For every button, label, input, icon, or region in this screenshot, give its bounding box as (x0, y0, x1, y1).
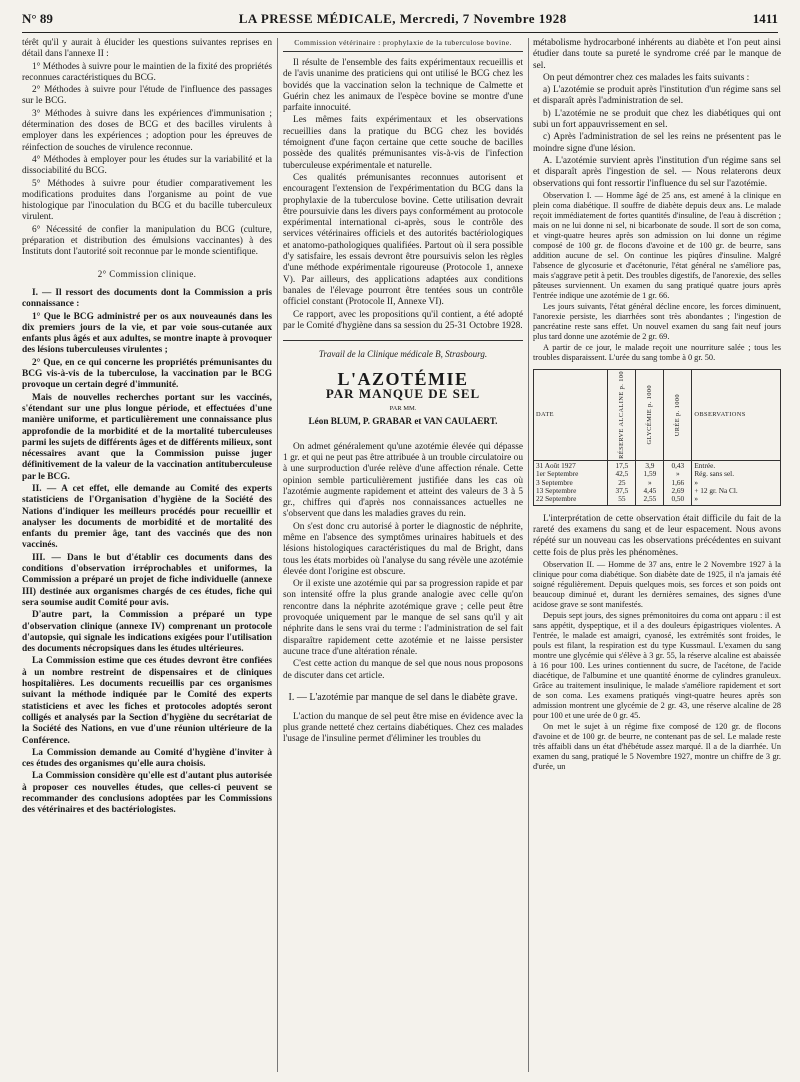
paragraph: Les jours suivants, l'état général décline encore, les forces diminuent, l'anorexie persiste, les diarrhées sont très abondantes ; l'ingestion de pancréatine reste sans effet. Un nouvel examen du sang fait neuf jours plus tard donne une azotémie de 2 gr. 69. (533, 301, 781, 341)
list-item: 3° Méthodes à suivre dans les expériences d'immunisation ; détermination des doses de BCG et des bacilles virulents à employer dans les expériences ; adoption pour les épreuves de réinfection de souches de virulence reconnue. (22, 108, 272, 153)
paragraph: L'interprétation de cette observation était difficile du fait de la rareté des examens du sang et de leur espacement. Nous avons répété sur un nouveau cas les observations précédentes en suivant cette fois de plus près les phénomènes. (533, 513, 781, 558)
date-cell: 31 Août 1927 1er Septembre 3 Septembre 13 Septembre 22 Septembre (534, 460, 608, 505)
paragraph: térêt qu'il y aurait à élucider les questions suivantes reprises en détail dans l'annexe II : (22, 38, 272, 60)
paragraph: métabolisme hydrocarboné inhérents au diabète et l'on peut ainsi étudier dans toute sa pureté le syndrome créé par le manque de sel. (533, 38, 781, 71)
paragraph: A. L'azotémie survient après l'institution d'un régime sans sel et disparaît après l'ingestion de sel. — Nous relaterons deux observations qui font ressortir l'influence du sel sur l'azotémie. (533, 155, 781, 189)
article-subtitle: PAR MANQUE DE SEL (325, 385, 481, 401)
paragraph: I. — Il ressort des documents dont la Commission a pris connaissance : (22, 287, 272, 310)
subsection-heading: I. — L'azotémie par manque de sel dans le diabète grave. (288, 691, 518, 703)
column-header: DATE (534, 369, 608, 460)
glycemie-cell: 3,9 1,59 » 4,45 2,55 (636, 460, 664, 505)
observation-table (533, 369, 781, 506)
paragraph: La Commission demande au Comité d'hygiène d'inviter à ces études des organismes qu'elle aura choisis. (22, 747, 272, 770)
column-rule (277, 38, 278, 1072)
observation-block (533, 560, 781, 772)
observations-cell: Entrée. Rég. sans sel. » + 12 gr. Na Cl. » (692, 460, 781, 505)
list-item: 1° Méthodes à suivre pour le maintien de la fixité des propriétés reconnues caractéristiques du BCG. (22, 61, 272, 83)
paragraph: On met le sujet à un régime fixe composé de 120 gr. de flocons d'avoine et de 100 gr. de beurre, ne contenant pas de sel. Le malade reste très affaibli dans un état d'hébétude assez marqué. Il a de la diarrhée. Un examen du sang, pratiqué le 5 Novembre 1927, montre un chiffre de 3 gr. d'urée, un (533, 721, 781, 771)
column-header: RÉSERVE ALCALINE p. 100 (608, 369, 636, 460)
page-number: 1411 (752, 11, 778, 26)
paragraph: b) L'azotémie ne se produit que chez les diabétiques qui ont subi un fort appauvrissement en sel. (533, 108, 781, 131)
paragraph: Mais de nouvelles recherches portant sur les vaccinés, s'étendant sur une plus longue période, et effectuées d'une manière uniforme, et particulièrement une connaissance plus approfondie de la morbidité et de la mortalité tuberculeuses parmi les sujets de différents âges et de différents milieux, sont nécessaires avant que la Commission puisse juger définitivement de la valeur de la vaccination antituberculeuse par le BCG. (22, 392, 272, 482)
journal-title: LA PRESSE MÉDICALE, Mercredi, 7 Novembre 1928 (238, 11, 567, 26)
column-rule (528, 38, 529, 1072)
column-header: GLYCÉMIE p. 1000 (636, 369, 664, 460)
paragraph: A partir de ce jour, le malade reçoit une nourriture salée ; tous les troubles disparaissent. L'urée du sang tombe à 0 gr. 50. (533, 342, 781, 362)
paragraph: D'autre part, la Commission a préparé un type d'observation clinique (annexe IV) comprenant un protocole d'autopsie, qui signale les indications exigées pour l'utilisation des documents nécropsiques dans les études ultérieures. (22, 610, 272, 655)
table-header-row (534, 369, 781, 460)
article-title: L'AZOTÉMIE (337, 369, 469, 390)
paragraph: Il résulte de l'ensemble des faits expérimentaux recueillis et de l'avis unanime des praticiens qui ont utilisé le BCG chez les bovidés que la vaccination selon la technique de Calmette et Guérin chez les animaux de l'espèce bovine se montre d'une parfaite innocuité. (283, 58, 523, 114)
paragraph: Or il existe une azotémie qui par sa progression rapide et par son intensité offre la plus grande analogie avec celle qu'on rencontre dans la néphrite azotémique grave ; celle peut être provoquée uniquement par le manque de sel sans qu'il y ait néphrite dans le sens vrai du terme : l'administration de sel fait disparaître rapidement cette azotémie et ne laisse persister aucune trace d'une altération rénale. (283, 579, 523, 657)
paragraph: a) L'azotémie se produit après l'institution d'un régime sans sel et disparaît après l'administration de sel. (533, 85, 781, 107)
paragraph: La Commission estime que ces études devront être confiées à un nombre restreint de dispensaires et de cliniques hospitalières. Les documents recueillis par ces organismes suivant la méthode indiquée par le Comité des experts statisticiens et avec les fiches et protocoles adoptés seront colligés et analysés par la Section d'hygiène du secrétariat de la Société des Nations, en vue d'une réunion ultérieure de la Conférence. (22, 656, 272, 746)
list-item: 2° Que, en ce qui concerne les propriétés prémunisantes du BCG vis-à-vis de la tuberculose, la vaccination par le BCG provoque un certain degré d'immunité. (22, 357, 272, 391)
issue-number: N° 89 (22, 11, 53, 26)
uree-cell: 0,43 » 1,66 2,69 0,50 (664, 460, 692, 505)
paragraph: Ces qualités prémunisantes reconnues autorisent et encouragent l'extension de l'expérimentation du BCG dans la prophylaxie de la tuberculose bovine. Cette utilisation devrait être poursuivie dans les divers pays conformément au protocole expérimental international ci-après, sous le contrôle des services vétérinaires officiels et des autorités bactériologiques et anatomo-pathologiques qualifiées. Partout où il sera possible d'y satisfaire, les essais devront être poursuivis selon les règles d'une méthode expérimentale rigoureuse (Protocole 1, annexe V). Par ailleurs, des applications adaptées aux conditions banales de l'élevage pourront être tentées sous un contrôle officiel constant (Protocole II, Annexe VI). (283, 172, 523, 308)
subsection-heading: Commission vétérinaire : prophylaxie de la tuberculose bovine. (283, 38, 523, 52)
list-item: 5° Méthodes à suivre pour étudier comparativement les modifications produites dans l'organisme au point de vue histologique par l'inoculation du BCG et du bacille tuberculeux virulent. (22, 178, 272, 223)
column-header: OBSERVATIONS (692, 369, 781, 460)
column-2 (283, 38, 523, 1074)
paragraph: Depuis sept jours, des signes prémonitoires du coma ont apparu : il est sans appétit, dyspeptique, et il a des douleurs épigastriques violentes. A l'entrée, le malade est amaigri, cyanosé, les extrémités sont froides, le pouls est filant, la respiration est du type Kussmaul. L'examen du sang montre une glycémie qui s'élève à 3 gr. 55, la réserve alcaline est abaissée à 16 pour 100. Les urines contiennent du sucre, de l'acétone, de l'acide diacétique, de l'albumine et une quantité énorme de cylindres granuleux. Grâce au traitement insulinique, le malade s'améliore rapidement et sort de son coma. Les examens pratiqués vingt-quatre heures après son admission montrent une glycémie de 2 gr. 43, une réserve alcaline de 28 pour 100 et une urée de 0 gr. 45. (533, 610, 781, 720)
paragraph: Observation II. — Homme de 37 ans, entre le 2 Novembre 1927 à la clinique pour coma diabétique. Son diabète date de 1925, il n'a jamais été soigné régulièrement. Depuis quelques mois, ses forces et son poids ont beaucoup diminué et, durant les dernières semaines, des signes d'une acidose grave se sont manifestés. (533, 559, 781, 609)
paragraph: Ce rapport, avec les propositions qu'il contient, a été adopté par le Comité d'hygiène dans sa session du 25-31 Octobre 1928. (283, 309, 523, 331)
paragraph: On s'est donc cru autorisé à porter le diagnostic de néphrite, même en l'absence des symptômes urinaires habituels et des lésions histologiques caractéristiques du mal de Bright, dans tous les états morbides où l'analyse du sang révèle une azotémie élevée dont l'origine est obscure. (283, 521, 523, 577)
paragraph: On admet généralement qu'une azotémie élevée qui dépasse 1 gr. et qui ne peut pas être attribuée à un trouble circulatoire ou à une surproduction d'urée relève d'une affection rénale. Cette opinion semble particulièrement justifiée dans les cas où l'azotémie augmente rapidement et atteint des valeurs de 3 à 5 gr., chiffres qui d'après nos connaissances actuelles ne s'observent que dans les maladies graves du rein. (283, 441, 523, 520)
clinic-credit: Travail de la Clinique médicale B, Strasbourg. (318, 349, 488, 360)
paragraph: La Commission considère qu'elle est d'autant plus autorisée à proposer ces nouvelles études, que celles-ci peuvent se recommander des conclusions adoptées par les Commissions des vétérinaires et des bactériologistes. (22, 771, 272, 816)
paragraph: Observation I. — Homme âgé de 25 ans, est amené à la clinique en plein coma diabétique. Il souffre de diabète depuis deux ans. Le malade reçoit immédiatement de fortes quantités d'insuline, de l'eau à discrétion ; mais on ne lui donne ni sel, ni bicarbonate de soude. Il sort de son coma, et vingt-quatre heures après son admission on lui donne un régime composé de 100 gr. de flocons d'avoine et de 100 gr. de beurre, sans addition aucune de sel. On continue les piqûres d'insuline. Malgré l'absence de glycosurie et d'acétonurie, l'état général ne s'améliore pas, mais s'aggrave petit à petit. Des troubles digestifs, de l'anorexie, des selles pâteuses surviennent. Un examen du sang pratiqué quatre jours après l'entrée indique une azotémie de 1 gr. 66. (533, 190, 781, 300)
paragraph: C'est cette action du manque de sel que nous nous proposons de discuter dans cet article. (283, 659, 523, 681)
table-row (534, 460, 781, 505)
reserve-cell: 17,5 42,5 25 37,5 55 (608, 460, 636, 505)
paragraph: III. — Dans le but d'établir ces documents dans des conditions d'observation irréprochables et uniformes, la Commission a préparé un projet de fiche individuelle (annexe III) destinée aux organismes chargés de ces études, fiche qui sera soumise audit Comité pour avis. (22, 552, 272, 608)
column-3 (533, 38, 781, 1074)
paragraph: On peut démontrer chez ces malades les faits suivants : (543, 72, 750, 83)
section-heading: 2° Commission clinique. (97, 268, 197, 279)
paragraph: c) Après l'administration de sel les reins ne présentent pas le moindre signe d'une lésion. (533, 132, 781, 154)
column-1 (22, 38, 272, 1074)
paragraph: II. — A cet effet, elle demande au Comité des experts statisticiens de l'Organisation d'hygiène de la Société des Nations d'indiquer les meilleurs procédés pour recueillir et analyser les documents de morbidité et de mortalité des enfants du premier âge, tant des vaccinés que des non vaccinés. (22, 483, 272, 551)
article-authors: Léon BLUM, P. GRABAR et VAN CAULAERT. (308, 416, 498, 427)
column-header: URÉE p. 1000 (664, 369, 692, 460)
list-item: 2° Méthodes à suivre pour l'étude de l'influence des passages sur le BCG. (22, 85, 272, 107)
running-header (22, 6, 778, 33)
observation-block (533, 191, 781, 363)
list-item: 1° Que le BCG administré per os aux nouveaunés dans les dix premiers jours de la vie, et par voie sous-cutanée aux enfants plus âgés et aux adultes, se montre inapte à provoquer des lésions tuberculeuses virulentes ; (22, 311, 272, 356)
divider (283, 340, 523, 341)
paragraph: L'action du manque de sel peut être mise en évidence avec la plus grande netteté chez certains diabétiques. Chez ces malades l'usage de l'insuline permet d'éliminer les troubles du (283, 711, 523, 745)
byline-prefix: PAR MM. (389, 405, 417, 413)
list-item: 4° Méthodes à employer pour les études sur la variabilité et la dissociabilité du BCG. (22, 154, 272, 177)
paragraph: Les mêmes faits expérimentaux et les observations recueillies dans la pratique du BCG chez les bovidés témoignent d'une façon certaine que cette souche de bacilles possède des qualités prémunisantes vis-à-vis de l'infection tuberculeuse expérimentale et naturelle. (283, 115, 523, 171)
list-item: 6° Nécessité de confier la manipulation du BCG (culture, préparation et distribution des émulsions vaccinantes) à des Instituts dont l'autorité soit reconnue par le monde scientifique. (22, 224, 272, 258)
